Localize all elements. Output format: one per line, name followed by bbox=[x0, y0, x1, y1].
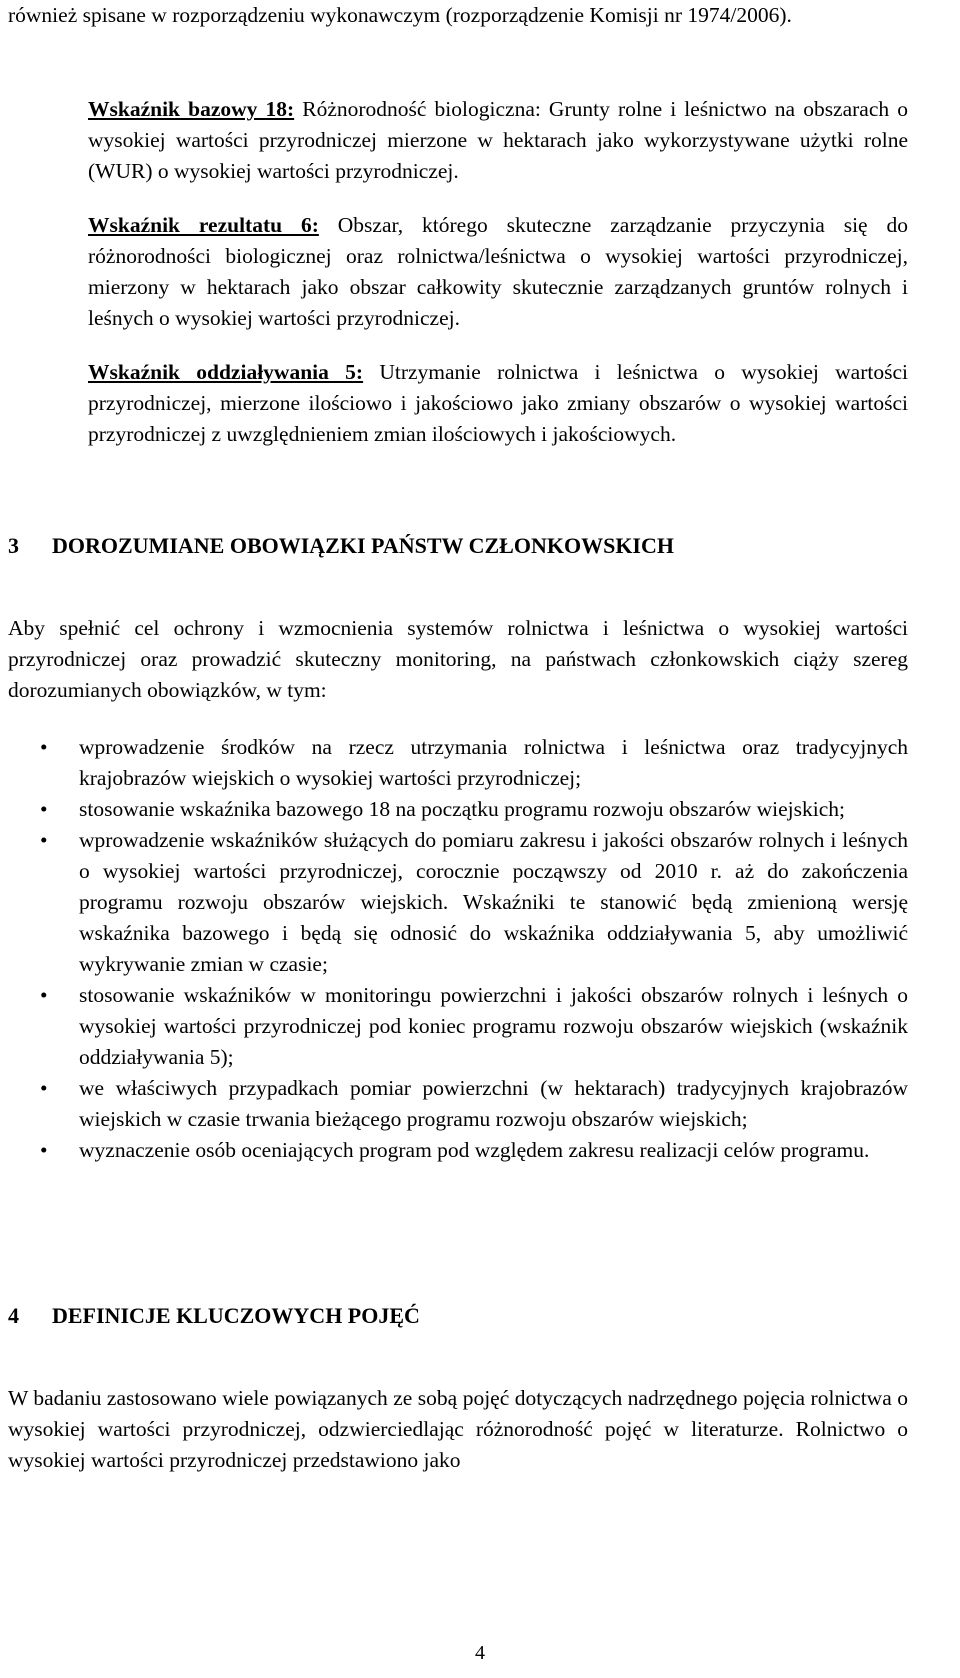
section-3-intro: Aby spełnić cel ochrony i wzmocnienia systemów rolnictwa i leśnictwa o wysokiej wartości przyrodniczej oraz prowadzić skuteczny monitoring, na państwach członkowskich ciąży szereg dorozumianych obowiązków, w tym: bbox=[8, 616, 908, 702]
bullet-icon: • bbox=[40, 1076, 48, 1100]
bullet-icon: • bbox=[40, 797, 48, 821]
list-item bbox=[8, 825, 908, 980]
section-number: 4 bbox=[8, 1303, 19, 1328]
list-item bbox=[8, 1135, 908, 1166]
list-item-text: wyznaczenie osób oceniających program pod względem zakresu realizacji celów programu. bbox=[79, 1138, 870, 1162]
indicator-baseline-18 bbox=[88, 94, 908, 187]
section-number: 3 bbox=[8, 533, 19, 558]
bullet-icon: • bbox=[40, 983, 48, 1007]
list-item bbox=[8, 794, 908, 825]
indicator-text: Obszar, którego skuteczne zarządzanie przyczynia się do różnorodności biologicznej oraz rolnictwa/leśnictwa o wysokiej wartości przyrodniczej, mierzony w hektarach jako obszar całkowity skutecznie zarządzanych gruntów rolnych i leśnych o wysokiej wartości przyrodniczej. bbox=[88, 213, 908, 330]
page-number: 4 bbox=[475, 1642, 485, 1664]
section-title: DOROZUMIANE OBOWIĄZKI PAŃSTW CZŁONKOWSKICH bbox=[52, 533, 674, 558]
section-4-intro: W badaniu zastosowano wiele powiązanych ze sobą pojęć dotyczących nadrzędnego pojęcia rolnictwa o wysokiej wartości przyrodniczej, odzwierciedlając różnorodność pojęć w literaturze. Rolnictwo o wysokiej wartości przyrodniczej przedstawiono jako bbox=[8, 1386, 908, 1472]
obligations-list bbox=[8, 732, 908, 1166]
indicator-impact-5 bbox=[88, 357, 908, 450]
indicator-label: Wskaźnik rezultatu 6: bbox=[88, 213, 319, 237]
list-item-text: we właściwych przypadkach pomiar powierzchni (w hektarach) tradycyjnych krajobrazów wiejskich w czasie trwania bieżącego programu rozwoju obszarów wiejskich; bbox=[79, 1076, 908, 1131]
indicator-label: Wskaźnik bazowy 18: bbox=[88, 97, 295, 121]
bullet-icon: • bbox=[40, 1138, 48, 1162]
paragraph-intro-tail: również spisane w rozporządzeniu wykonawczym (rozporządzenie Komisji nr 1974/2006). bbox=[8, 3, 792, 27]
list-item-text: wprowadzenie środków na rzecz utrzymania rolnictwa i leśnictwa oraz tradycyjnych krajobrazów wiejskich o wysokiej wartości przyrodniczej; bbox=[79, 735, 908, 790]
list-item bbox=[8, 980, 908, 1073]
indicator-result-6 bbox=[88, 210, 908, 334]
list-item bbox=[8, 732, 908, 794]
list-item-text: stosowanie wskaźnika bazowego 18 na początku programu rozwoju obszarów wiejskich; bbox=[79, 797, 846, 821]
indicator-text: Różnorodność biologiczna: Grunty rolne i leśnictwo na obszarach o wysokiej wartości przyrodniczej mierzone w hektarach jako wykorzystywane użytki rolne (WUR) o wysokiej wartości przyrodniczej. bbox=[88, 97, 908, 183]
bullet-icon: • bbox=[40, 735, 48, 759]
bullet-icon: • bbox=[40, 828, 48, 852]
section-3-heading bbox=[8, 530, 674, 561]
list-item-text: stosowanie wskaźników w monitoringu powierzchni i jakości obszarów rolnych i leśnych o wysokiej wartości przyrodniczej pod koniec programu rozwoju obszarów wiejskich (wskaźnik oddziaływania 5); bbox=[79, 983, 908, 1069]
section-4-heading bbox=[8, 1300, 420, 1331]
list-item-text: wprowadzenie wskaźników służących do pomiaru zakresu i jakości obszarów rolnych i leśnych o wysokiej wartości przyrodniczej, corocznie począwszy od 2010 r. aż do zakończenia programu rozwoju obszarów wiejskich. Wskaźniki te stanowić będą zmienioną wersję wskaźnika bazowego i będą się odnosić do wskaźnika oddziaływania 5, aby umożliwić wykrywanie zmian w czasie; bbox=[79, 828, 908, 976]
indicator-text: Utrzymanie rolnictwa i leśnictwa o wysokiej wartości przyrodniczej, mierzone ilościowo i jakościowo jako zmiany obszarów o wysokiej wartości przyrodniczej z uwzględnieniem zmian ilościowych i jakościowych. bbox=[88, 360, 908, 446]
list-item bbox=[8, 1073, 908, 1135]
section-title: DEFINICJE KLUCZOWYCH POJĘĆ bbox=[52, 1303, 420, 1328]
indicator-label: Wskaźnik oddziaływania 5: bbox=[88, 360, 364, 384]
